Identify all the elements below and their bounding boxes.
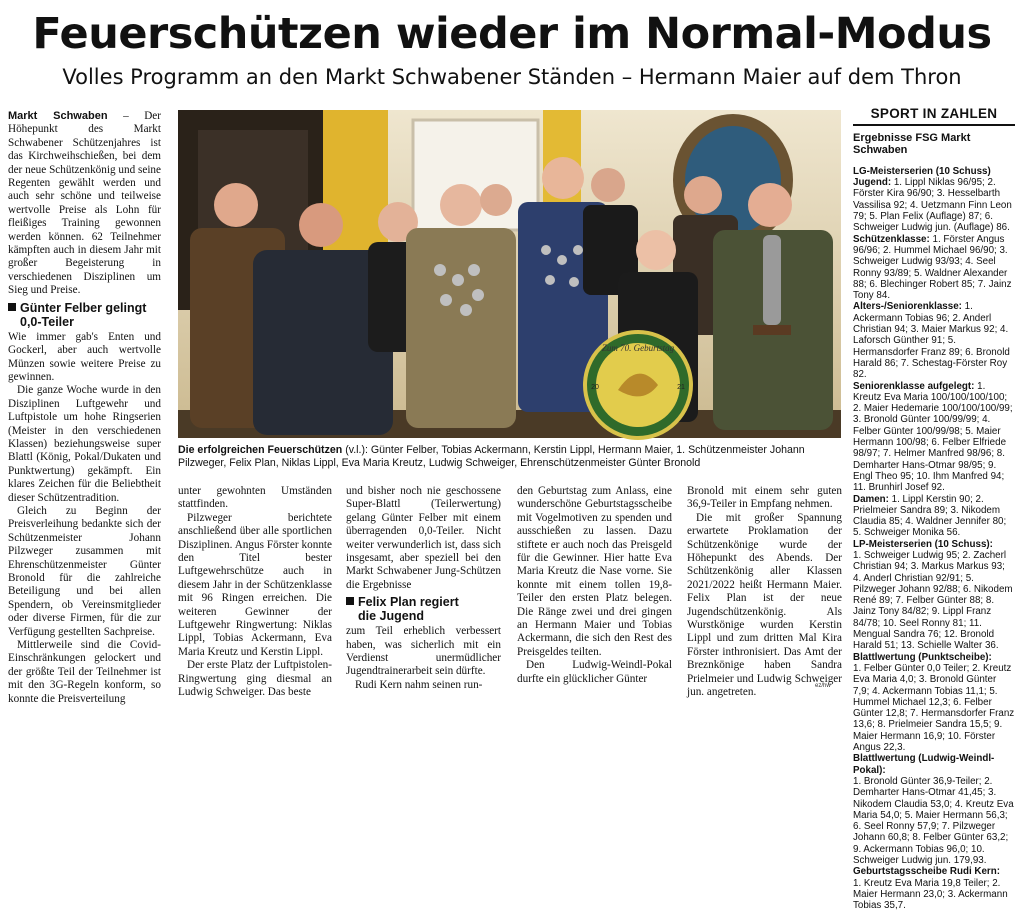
paragraph: Wie immer gab's Enten und Gockerl, aber auch wertvolle Münzen sowie weitere Preise zu gewinnen. [8, 330, 161, 383]
results-entry: 1. Bronold Günter 36,9-Teiler; 2. Demharter Hans-Otmar 41,45; 3. Nikodem Claudia 53,0; 4. Kreutz Eva Maria 54,0; 5. Maier Hermann 56,3; 6. Seel Ronny 57,9; 7. Pilzweger Johann 60,8; 8. Felber Günter 63,2; 9. Ackermann Tobias 96,0; 10. Schweiger Ludwig jun. 179,93. [853, 775, 1014, 866]
results-entry: Alters-/Seniorenklasse: 1. Ackermann Tobias 96; 2. Anderl Christian 94; 3. Maier Markus 92; 4. Laforsch Günther 91; 5. Hermansdorfer Franz 89; 6. Bronold Harald 86; 7. Schestag-Förster Roy 82. [853, 301, 1010, 381]
paragraph: Pilzweger berichtete anschließend über alle sportlichen Disziplinen. Angus Förster konnte den Titel bester Luftgewehrschütze auch in diesem Jahr in der Schützenklasse mit 96 Ringen erreichen. Die weiteren Gewinner der Luftgewehr Ringwertung: Niklas Lippl, Tobias Ackermann, Eva Maria Kreutz und Kerstin Lippl. [178, 511, 332, 658]
results-category: Geburtstagsscheibe Rudi Kern: [853, 866, 1000, 878]
article-column-3 [346, 485, 501, 694]
sport-in-zahlen-sidebar [853, 106, 1015, 911]
photo-credit: ez/hw [815, 683, 831, 689]
paragraph: Gleich zu Beginn der Preisverleihung bedankte sich der Schützenmeister Johann Pilzweger zusammen mit Ehrenschützenmeister Günter Bronold für die zahlreiche Beteiligung und bei allen Spendern, ob Vereinsmitglieder oder diverse Firmen, für die zur Verfügung gestellten Sachpreise. [8, 504, 161, 638]
paragraph: zum Teil erheblich verbessert haben, was sicherlich mit ein Verdienst unermüdlicher Jugendtrainerarbeit sein dürfte. [346, 625, 501, 678]
dateline: Markt Schwaben [8, 110, 108, 122]
paragraph: Rudi Kern nahm seinen run- [355, 678, 483, 691]
sidebar-title: SPORT IN ZAHLEN [853, 106, 1015, 126]
results-entry: Damen: 1. Lippl Kerstin 90; 2. Prielmeier Sandra 89; 3. Nikodem Claudia 85; 4. Waldner Jennifer 80; 5. Schweiger Monika 56. [853, 493, 1007, 539]
article-column-2 [178, 485, 332, 699]
results-entry: Jugend: 1. Lippl Niklas 96/95; 2. Förster Kira 96/90; 3. Hesselbarth Vassilisa 92; 4. Uetzmann Finn Leon 79; 5. Plan Felix (Auflage) 87; 6. Schweiger Ludwig jun. (Auflage) 86. [853, 177, 1012, 234]
paragraph: Der erste Platz der Luftpistolen-Ringwertung ging diesmal an Ludwig Schweiger. Das beste [178, 659, 332, 699]
results-entry: Schützenklasse: 1. Förster Angus 96/96; 2. Hummel Michael 96/90; 3. Schweiger Ludwig 93/93; 4. Seel Ronny 93/89; 5. Waldner Alexander 88; 6. Blechinger Robert 85; 7. Jainz Tony 84. [853, 233, 1012, 302]
paragraph: Die mit großer Spannung erwartete Proklamation der Schützenkönige wurde der Höhepunkt des Abends. Der Schützenkönig aller Klassen 2021/2022 heißt Hermann Maier. Felix Plan ist der neue Jugendschützenkönig. Als Wurstkönige wurden Kerstin Lippl und zum dritten Mal Kira Förster inthronisiert. Das Amt der Breznkönige haben Sandra Prielmeier und Ludwig Schweiger jun. angetreten. [687, 511, 842, 699]
results-entry: 1. Felber Günter 0,0 Teiler; 2. Kreutz Eva Maria 4,0; 3. Bronold Günter 7,9; 4. Ackermann Tobias 11,1; 5. Hummel Michael 12,3; 6. Felber Günter 12,8; 7. Hermansdorfer Franz 13,6; 8. Prielmeier Sandra 15,5; 9. Maier Hermann 16,9; 10. Förster Angus 22,3. [853, 662, 1015, 754]
subhead-plan: Felix Plan regiert die Jugend [346, 595, 501, 623]
paragraph: unter gewohnten Umständen stattfinden. [178, 485, 332, 511]
subheadline: Volles Programm an den Markt Schwabener Ständen – Hermann Maier auf dem Thron [62, 65, 962, 89]
results-entry: Seniorenklasse aufgelegt: 1. Kreutz Eva Maria 100/100/100/100; 2. Maier Hedemarie 100/100/100/99; 3. Bronold Günter 100/99/99; 4. Felber Günter 100/99/98; 5. Maier Hermann 100/98; 6. Felber Elfriede 98/97; 7. Helmer Manfred 98/96; 8. Demharter Hans-Otmar 98/95; 9. Engl Theo 95; 10. Ihm Manfred 94; 11. Brunhirl Josef 92. [853, 380, 1013, 494]
article-column-1 [8, 110, 161, 705]
paragraph: Die ganze Woche wurde in den Disziplinen Luftgewehr und Luftpistole um hohe Ringserien (Meister in den verschiedenen Klassen) beziehungsweise super Blattl (König, Pokal/Dukaten und Punktwertung) gekämpft. Ein klares Zeichen für die Beliebtheit dieser Schützentradition. [8, 384, 161, 504]
target-year-right: 21 [677, 384, 685, 391]
results-category: Blattlwertung (Punktscheibe): [853, 651, 992, 663]
square-bullet-icon [8, 303, 16, 311]
target-text: Zum 70. Geburtstag [601, 343, 675, 353]
paragraph: den Geburtstag zum Anlass, eine wunderschöne Geburtstagsscheibe mit Vogelmotiven zu spenden und ausschießen zu lassen. Dazu stiftete er auch noch das Preisgeld für die Gewinner. Hier hatte Eva Maria Kreutz die Nase vorne. Sie konnte mit einem tollen 19,8-Teiler den ersten Platz belegen. Die Ränge zwei und drei gingen an Hermann Maier und Tobias Ackermann, die sich den Rest des Preisgeldes teilten. [517, 485, 672, 658]
results-category: Blattlwertung (Ludwig-Weindl-Pokal): [853, 753, 995, 776]
paragraph: und bisher noch nie geschossene Super-Blattl (Teilerwertung) gelang Günter Felber mit einem überragenden 0,0-Teiler. Nicht weiter verwunderlich ist, dass sich insgesamt, aber speziell bei den Markt Schwabener Jung-Schützen die Ergebnisse [346, 485, 501, 591]
group-photo [178, 110, 841, 438]
headline: Feuerschützen wieder im Normal-Modus [32, 9, 992, 59]
results-category: LG-Meisterserien (10 Schuss) [853, 165, 991, 177]
photo-caption: Die erfolgreichen Feuerschützen (v.l.): Günter Felber, Tobias Ackermann, Kerstin Lippl, Hermann Maier, 1. Schützenmeister Johann Pilzweger, Felix Plan, Niklas Lippl, Eva Maria Kreutz, Ludwig Schweiger, Ehrenschützenmeister Günter Bronold [178, 444, 805, 470]
square-bullet-icon [346, 597, 354, 605]
results-entry: 1. Kreutz Eva Maria 19,8 Teiler; 2. Maier Hermann 23,0; 3. Ackermann Tobias 35,7. [853, 877, 1008, 911]
paragraph: Den Ludwig-Weindl-Pokal durfte ein glücklicher Günter [517, 659, 672, 685]
results-entry: 1. Schweiger Ludwig 95; 2. Zacherl Christian 94; 3. Markus Markus 93; 4. Anderl Christian 92/91; 5. Pilzweger Johann 92/88; 6. Nikodem René 89; 7. Felber Günter 88; 8. Jainz Tony 84/82; 9. Lippl Franz 84/78; 10. Seel Ronny 81; 11. Mengual Sandra 76; 12. Bronold Harald 51; 13. Schielle Walter 36. [853, 549, 1013, 652]
subhead-felber: Günter Felber gelingt 0,0-Teiler [8, 301, 161, 329]
paragraph: Mittlerweile sind die Covid-Einschränkungen gelockert und der größte Teil der Teilnehmer ist mit den 3G-Regeln konform, so konnte die Preisverteilung [8, 639, 161, 705]
paragraph: Bronold mit einem sehr guten 36,9-Teiler in Empfang nehmen. [687, 485, 842, 511]
lead-paragraph: – Der Höhepunkt des Markt Schwabener Schützenjahres ist das Kirchweihschießen, bei dem der neue Schützenkönig und seine Regenten gewählt werden und auch sehr schöne und teilweise wertvolle Preise als Lohn für fleißiges Training gewonnen werden können. 62 Teilnehmer kämpften auch in diesem Jahr mit großer Begeisterung in verschiedenen Disziplinen um Sieg und Preise. [8, 110, 161, 297]
results-title: Ergebnisse FSG Markt Schwaben [853, 132, 971, 156]
target-year-left: 20 [591, 384, 599, 391]
results-category: LP-Meisterserien (10 Schuss): [853, 538, 993, 550]
article-column-4 [517, 485, 672, 694]
